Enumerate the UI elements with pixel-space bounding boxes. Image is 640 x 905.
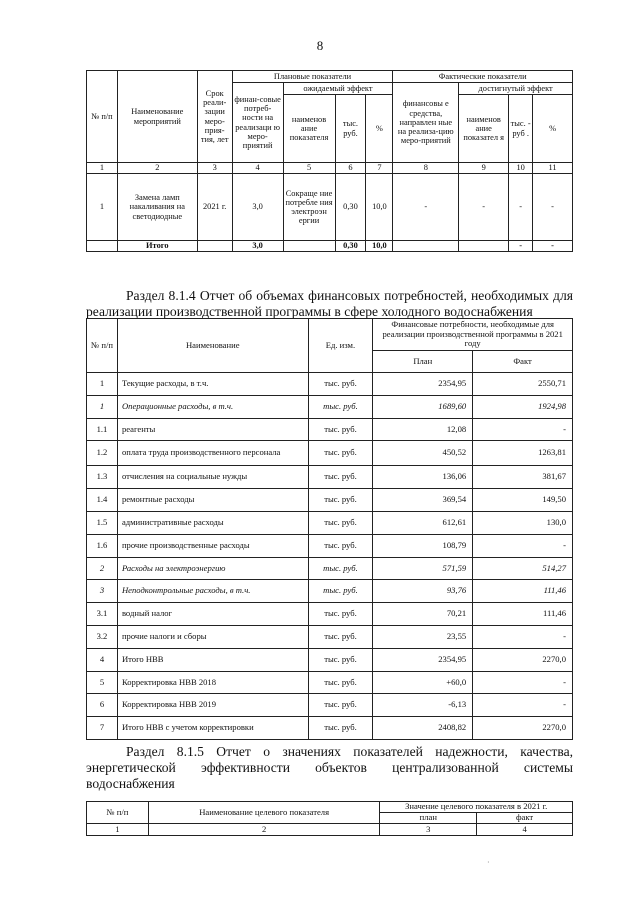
row-unit: тыс. руб. (308, 466, 373, 489)
col-number: 1 (87, 824, 149, 836)
col-number: 7 (366, 163, 393, 174)
col-name-header: Наименование (117, 319, 308, 373)
row-num: 2 (87, 557, 118, 580)
plan-effect-header: ожидаемый эффект (283, 83, 393, 95)
fin-needs-header: Финансовые потребности, необходимые для реализации производственной программы в 2021 году (373, 319, 573, 351)
row-term: 2021 г. (197, 174, 232, 241)
table-row (87, 373, 573, 396)
row-fact: 2270,0 (473, 648, 573, 671)
col-number: 3 (197, 163, 232, 174)
total-fact-trub: - (509, 241, 533, 252)
row-name: водный налог (117, 603, 308, 626)
row-fact-name: - (459, 174, 509, 241)
col-number: 1 (87, 163, 118, 174)
col-number: 2 (117, 163, 197, 174)
row-fact: - (473, 418, 573, 441)
row-name: Замена ламп накаливания на светодиодные (117, 174, 197, 241)
table-row (87, 580, 573, 603)
eff-trub-header: тыс. руб. (335, 95, 366, 163)
table-row (87, 489, 573, 512)
row-num: 3.1 (87, 603, 118, 626)
value-header: Значение целевого показателя в 2021 г. (380, 802, 573, 813)
row-num: 5 (87, 671, 118, 694)
row-unit: тыс. руб. (308, 557, 373, 580)
row-plan: 2354,95 (373, 373, 473, 396)
row-num: 1.2 (87, 441, 118, 466)
table-row (87, 174, 573, 241)
row-num: 1.5 (87, 511, 118, 534)
table-row (87, 717, 573, 740)
row-fact: 514,27 (473, 557, 573, 580)
row-fact: 1263,81 (473, 441, 573, 466)
col-number: 4 (477, 824, 573, 836)
row-unit: тыс. руб. (308, 648, 373, 671)
row-unit: тыс. руб. (308, 511, 373, 534)
row-num: 1.4 (87, 489, 118, 512)
eff-name-header: наименов ание показателя (283, 95, 335, 163)
row-unit: тыс. руб. (308, 603, 373, 626)
row-fact: - (473, 534, 573, 557)
row-unit: тыс. руб. (308, 395, 373, 418)
col-unit-header: Ед. изм. (308, 319, 373, 373)
col-name-header: Наименование мероприятий (117, 71, 197, 163)
row-fact: 2550,71 (473, 373, 573, 396)
row-num: 4 (87, 648, 118, 671)
row-fact: 111,46 (473, 580, 573, 603)
col-num-header: № п/п (87, 71, 118, 163)
row-unit: тыс. руб. (308, 580, 373, 603)
row-name: Корректировка НВВ 2019 (117, 694, 308, 717)
row-plan: 108,79 (373, 534, 473, 557)
total-fin: 3,0 (232, 241, 283, 252)
row-num: 1 (87, 395, 118, 418)
row-fact: 2270,0 (473, 717, 573, 740)
row-unit: тыс. руб. (308, 441, 373, 466)
fact-pct-header: % (533, 95, 573, 163)
row-plan: 571,59 (373, 557, 473, 580)
page-number: 8 (316, 38, 324, 53)
row-fact: - (473, 671, 573, 694)
table-row (87, 625, 573, 648)
row-effect: Сокраще ние потребле ния электроэн ергии (283, 174, 335, 241)
table-row (87, 694, 573, 717)
eff-pct-header: % (366, 95, 393, 163)
row-num: 1 (87, 373, 118, 396)
col-number: 8 (393, 163, 459, 174)
row-unit: тыс. руб. (308, 418, 373, 441)
measures-table (86, 70, 573, 252)
table-row (87, 557, 573, 580)
row-plan: 2354,95 (373, 648, 473, 671)
table-row (87, 418, 573, 441)
row-unit: тыс. руб. (308, 373, 373, 396)
row-name: Итого НВВ (117, 648, 308, 671)
row-name: Операционные расходы, в т.ч. (117, 395, 308, 418)
row-num: 1.3 (87, 466, 118, 489)
row-num: 1.6 (87, 534, 118, 557)
row-num: 1 (87, 174, 118, 241)
row-fact: - (473, 625, 573, 648)
plan-header: План (373, 351, 473, 373)
row-name: отчисления на социальные нужды (117, 466, 308, 489)
row-num: 7 (87, 717, 118, 740)
total-trub: 0,30 (335, 241, 366, 252)
col-num-header: № п/п (87, 319, 118, 373)
total-row (87, 241, 573, 252)
row-plan: 612,61 (373, 511, 473, 534)
row-pct: 10,0 (366, 174, 393, 241)
row-fact: 111,46 (473, 603, 573, 626)
financial-needs-table (86, 318, 573, 740)
actual-header: Фактические показатели (393, 71, 573, 83)
row-plan: 93,76 (373, 580, 473, 603)
row-plan: 136,06 (373, 466, 473, 489)
fact-name-header: наименов ание показател я (459, 95, 509, 163)
row-unit: тыс. руб. (308, 671, 373, 694)
col-num-header: № п/п (87, 802, 149, 824)
fact-fin-header: финансовы е средства, направлен ные на реализа-цию меро-приятий (393, 83, 459, 163)
total-fact-pct: - (533, 241, 573, 252)
col-number: 5 (283, 163, 335, 174)
table-row (87, 534, 573, 557)
fact-trub-header: тыс. - руб . (509, 95, 533, 163)
total-label: Итого (117, 241, 197, 252)
col-number: 10 (509, 163, 533, 174)
table-row (87, 603, 573, 626)
row-name: Текущие расходы, в т.ч. (117, 373, 308, 396)
row-fact: 381,67 (473, 466, 573, 489)
row-fin: 3,0 (232, 174, 283, 241)
fact-header: Факт (473, 351, 573, 373)
row-fact: 130,0 (473, 511, 573, 534)
col-number: 9 (459, 163, 509, 174)
indicators-table (86, 801, 573, 836)
row-name: реагенты (117, 418, 308, 441)
section-heading-8-1-4: Раздел 8.1.4 Отчет об объемах финансовых потребностей, необходимых для реализации производственной программы в сфере холодного водоснабжения (86, 288, 573, 319)
col-number: 3 (380, 824, 477, 836)
table-row (87, 671, 573, 694)
planned-header: Плановые показатели (232, 71, 393, 83)
table-row (87, 648, 573, 671)
table-row (87, 511, 573, 534)
section-heading-8-1-5: Раздел 8.1.5 Отчет о значениях показателей надежности, качества, энергетической эффективности объектов централизованной системы водоснабжения (86, 744, 573, 791)
col-term-header: Срок реали-зации меро-прия-тия, лет (197, 71, 232, 163)
row-fact: 1924,98 (473, 395, 573, 418)
col-name-header: Наименование целевого показателя (148, 802, 380, 824)
row-unit: тыс. руб. (308, 625, 373, 648)
row-trub: 0,30 (335, 174, 366, 241)
row-name: Расходы на электроэнергию (117, 557, 308, 580)
plan-header: план (380, 813, 477, 824)
row-fact: 149,50 (473, 489, 573, 512)
row-plan: 1689,60 (373, 395, 473, 418)
row-name: оплата труда производственного персонала (117, 441, 308, 466)
row-name: административные расходы (117, 511, 308, 534)
table-row (87, 466, 573, 489)
row-num: 6 (87, 694, 118, 717)
col-number: 6 (335, 163, 366, 174)
table-row (87, 441, 573, 466)
col-number: 4 (232, 163, 283, 174)
row-name: прочие налоги и сборы (117, 625, 308, 648)
row-name: Итого НВВ с учетом корректировки (117, 717, 308, 740)
col-number: 2 (148, 824, 380, 836)
fact-header: факт (477, 813, 573, 824)
row-plan: 369,54 (373, 489, 473, 512)
column-numbers-row (87, 824, 573, 836)
row-num: 1.1 (87, 418, 118, 441)
row-plan: +60,0 (373, 671, 473, 694)
row-name: прочие производственные расходы (117, 534, 308, 557)
row-fact-pct: - (533, 174, 573, 241)
row-unit: тыс. руб. (308, 534, 373, 557)
row-unit: тыс. руб. (308, 694, 373, 717)
row-num: 3.2 (87, 625, 118, 648)
row-plan: 2408,82 (373, 717, 473, 740)
total-pct: 10,0 (366, 241, 393, 252)
row-plan: 70,21 (373, 603, 473, 626)
row-name: Неподконтрольные расходы, в т.ч. (117, 580, 308, 603)
stray-mark: · (487, 858, 490, 867)
fact-effect-header: достигнутый эффект (459, 83, 573, 95)
row-unit: тыс. руб. (308, 717, 373, 740)
row-fact: - (473, 694, 573, 717)
row-num: 3 (87, 580, 118, 603)
row-plan: 12,08 (373, 418, 473, 441)
plan-fin-header: финан-совые потреб-ности на реализаци ю меро-приятий (232, 83, 283, 163)
table-row (87, 395, 573, 418)
column-numbers-row (87, 163, 573, 174)
row-name: Корректировка НВВ 2018 (117, 671, 308, 694)
row-fact-fin: - (393, 174, 459, 241)
row-name: ремонтные расходы (117, 489, 308, 512)
row-plan: 23,55 (373, 625, 473, 648)
row-plan: -6,13 (373, 694, 473, 717)
row-fact-trub: - (509, 174, 533, 241)
col-number: 11 (533, 163, 573, 174)
row-unit: тыс. руб. (308, 489, 373, 512)
row-plan: 450,52 (373, 441, 473, 466)
